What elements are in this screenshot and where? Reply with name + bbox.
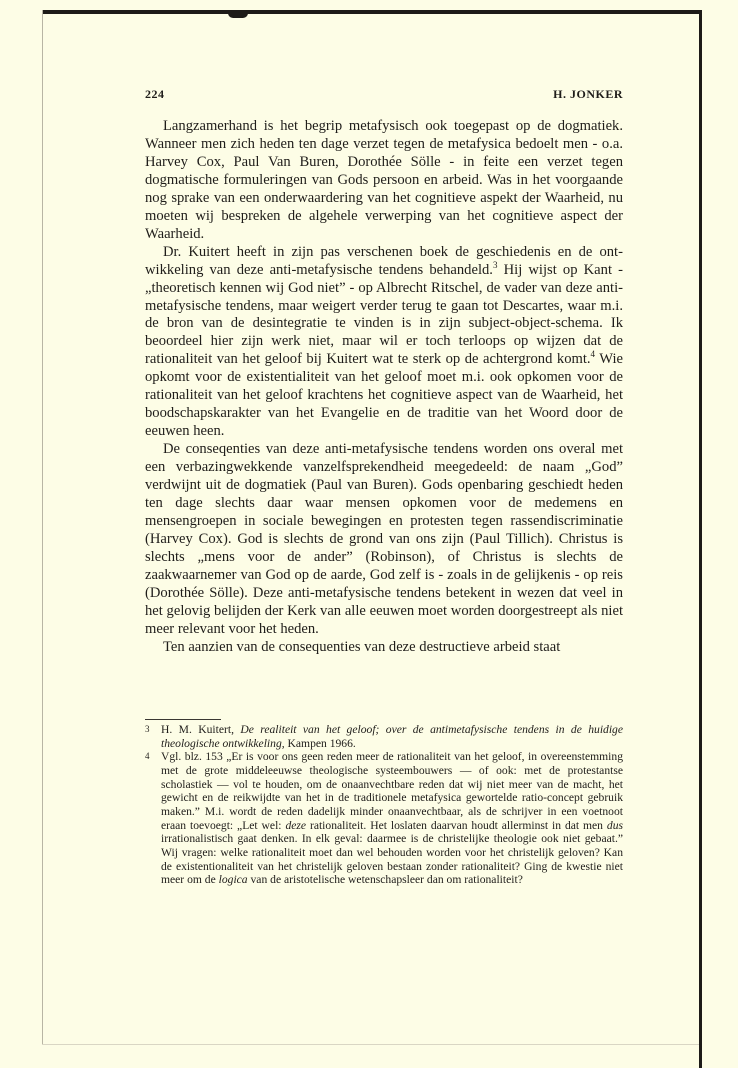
footnote-4-part-a: Vgl. blz. 153 „Er is voor ons geen reden meer de rationaliteit van het geloof, in overeenstemming met de grote middeleeuwse theologische systeembouwers — of ook: met de protestantse scholastiek — vol te houden, om de onaanvechtbare reden dat wij niet meer van de macht, het gewicht en de reikwijdte van het in de traditionele metafysica gewortelde ratio-concept gebruik maken.” M.i. wordt de reden dadelijk minder onaanvechtbaar, als de schrijver in een voetnoot eraan toevoegt: „Let wel: bbox=[161, 750, 623, 832]
footnote-4-part-b: rationaliteit. Het loslaten daarvan houdt allerminst in dat men bbox=[306, 818, 607, 832]
footnote-4-emphasis-c: logica bbox=[218, 873, 248, 887]
footnote-4-part-d: van de aristotelische wetenschapsleer dan om rationaliteit? bbox=[247, 873, 523, 887]
paragraph-2-part-c: Wie opkomt voor de existentialiteit van het geloof moet m.i. ook opkomen voor de rationaliteit van het geloof krachtens het cognitieve aspect van de Waarheid, het boodschapskarakter van het Evangelie en de traditie van het Woord door de eeuwen heen. bbox=[145, 351, 623, 440]
paragraph-2 bbox=[145, 244, 623, 441]
footnote-mark-3: 3 bbox=[145, 724, 150, 734]
page-edge-tab bbox=[228, 13, 248, 18]
page-edge-left bbox=[42, 10, 43, 1045]
paragraph-1: Langzamerhand is het begrip metafysisch ook toegepast op de dogmatiek. Wanneer men zich heden ten dage verzet tegen de metafysica bedoelt men - o.a. Harvey Cox, Paul Van Buren, Dorothée Sölle - in feite een verzet tegen dogmatische formuleringen van Gods persoon en arbeid. Was in het voorgaande nog sprake van een onderwaardering van het cognitieve aspekt der Waarheid, nu moeten wij bespreken de algehele verwerping van het cognitieve aspect der Waarheid. bbox=[145, 118, 623, 242]
page-edge-top bbox=[42, 10, 702, 14]
page-edge-bottom bbox=[42, 1044, 699, 1045]
footnote-rule bbox=[145, 719, 221, 720]
footnote-ref-4[interactable]: 4 bbox=[590, 349, 596, 360]
page-edge-right bbox=[699, 10, 702, 1068]
footnote-3 bbox=[145, 723, 623, 750]
body-text bbox=[145, 118, 623, 657]
footnote-3-title: De realiteit van het geloof; over de antimetafysische tendens in de huidige theologische ontwikkeling, bbox=[161, 723, 624, 750]
footnote-4-part-c: irrationalistisch gaat denken. In elk geval: daarmee is de christelijke theologie ook niet gebaat.” Wij vragen: welke rationaliteit moet dan wel behouden worden voor het christelijk geloven? Kan de existentionaliteit van het christelijk geloven bestaan zonder rationaliteit? Ging de kwestie niet meer om de bbox=[161, 832, 623, 887]
paragraph-2-part-a: Dr. Kuitert heeft in zijn pas verschenen boek de geschiedenis en de ontwikkeling van deze anti-metafysische tendens behandeld. bbox=[145, 243, 623, 278]
page-number: 224 bbox=[145, 87, 165, 101]
footnote-3-author: H. M. Kuitert, bbox=[161, 723, 241, 736]
footnote-ref-3[interactable]: 3 bbox=[492, 259, 498, 270]
footnote-4-emphasis-b: dus bbox=[606, 818, 623, 832]
footnote-4 bbox=[145, 750, 623, 887]
footnote-4-emphasis-a: deze bbox=[285, 818, 307, 832]
running-head: H. JONKER bbox=[553, 87, 623, 101]
footnotes bbox=[145, 723, 623, 887]
footnote-3-rest: Kampen 1966. bbox=[284, 736, 356, 750]
footnote-mark-4: 4 bbox=[145, 751, 150, 762]
paragraph-4: Ten aanzien van de consequenties van deze destructieve arbeid staat bbox=[163, 638, 561, 655]
paragraph-2-part-b: Hij wijst op Kant - „theoretisch kennen wij God niet” - op Albrecht Ritschel, de vader van deze anti-metafysische tendens, maar weigert verder terug te gaan tot Descartes, waar m.i. de bron van de desintegratie te vinden is in zijn subject-object-schema. Ik beoordeel hier zijn werk niet, maar wil er toch terloops op wijzen dat de rationaliteit van het geloof bij Kuitert wat te sterk op de achtergrond komt. bbox=[145, 261, 623, 368]
paragraph-3: De conseqenties van deze anti-metafysische tendens worden ons overal met een verbazingwekkende vanzelfsprekendheid meegedeeld: de naam „God” verdwijnt uit de dogmatiek (Paul van Buren). Gods openbaring geschiedt heden ten dage slechts daar waar mensen opkomen voor de medemens en mensengroepen in sociale bewegingen en protesten tegen rassendiscriminatie (Harvey Cox). God is slechts de grond van ons zijn (Paul Tillich). Christus is slechts „mens voor de ander” (Robinson), of Christus is slechts de zaakwaarnemer van God op de aarde, God zelf is - zoals in de gelijkenis - op reis (Dorothée Sölle). Deze anti-metafysische tendens betekent in wezen dat veel in het gelovig belijden der Kerk van alle eeuwen moet worden doorgestreept als niet meer relevant voor het heden. bbox=[145, 441, 623, 637]
